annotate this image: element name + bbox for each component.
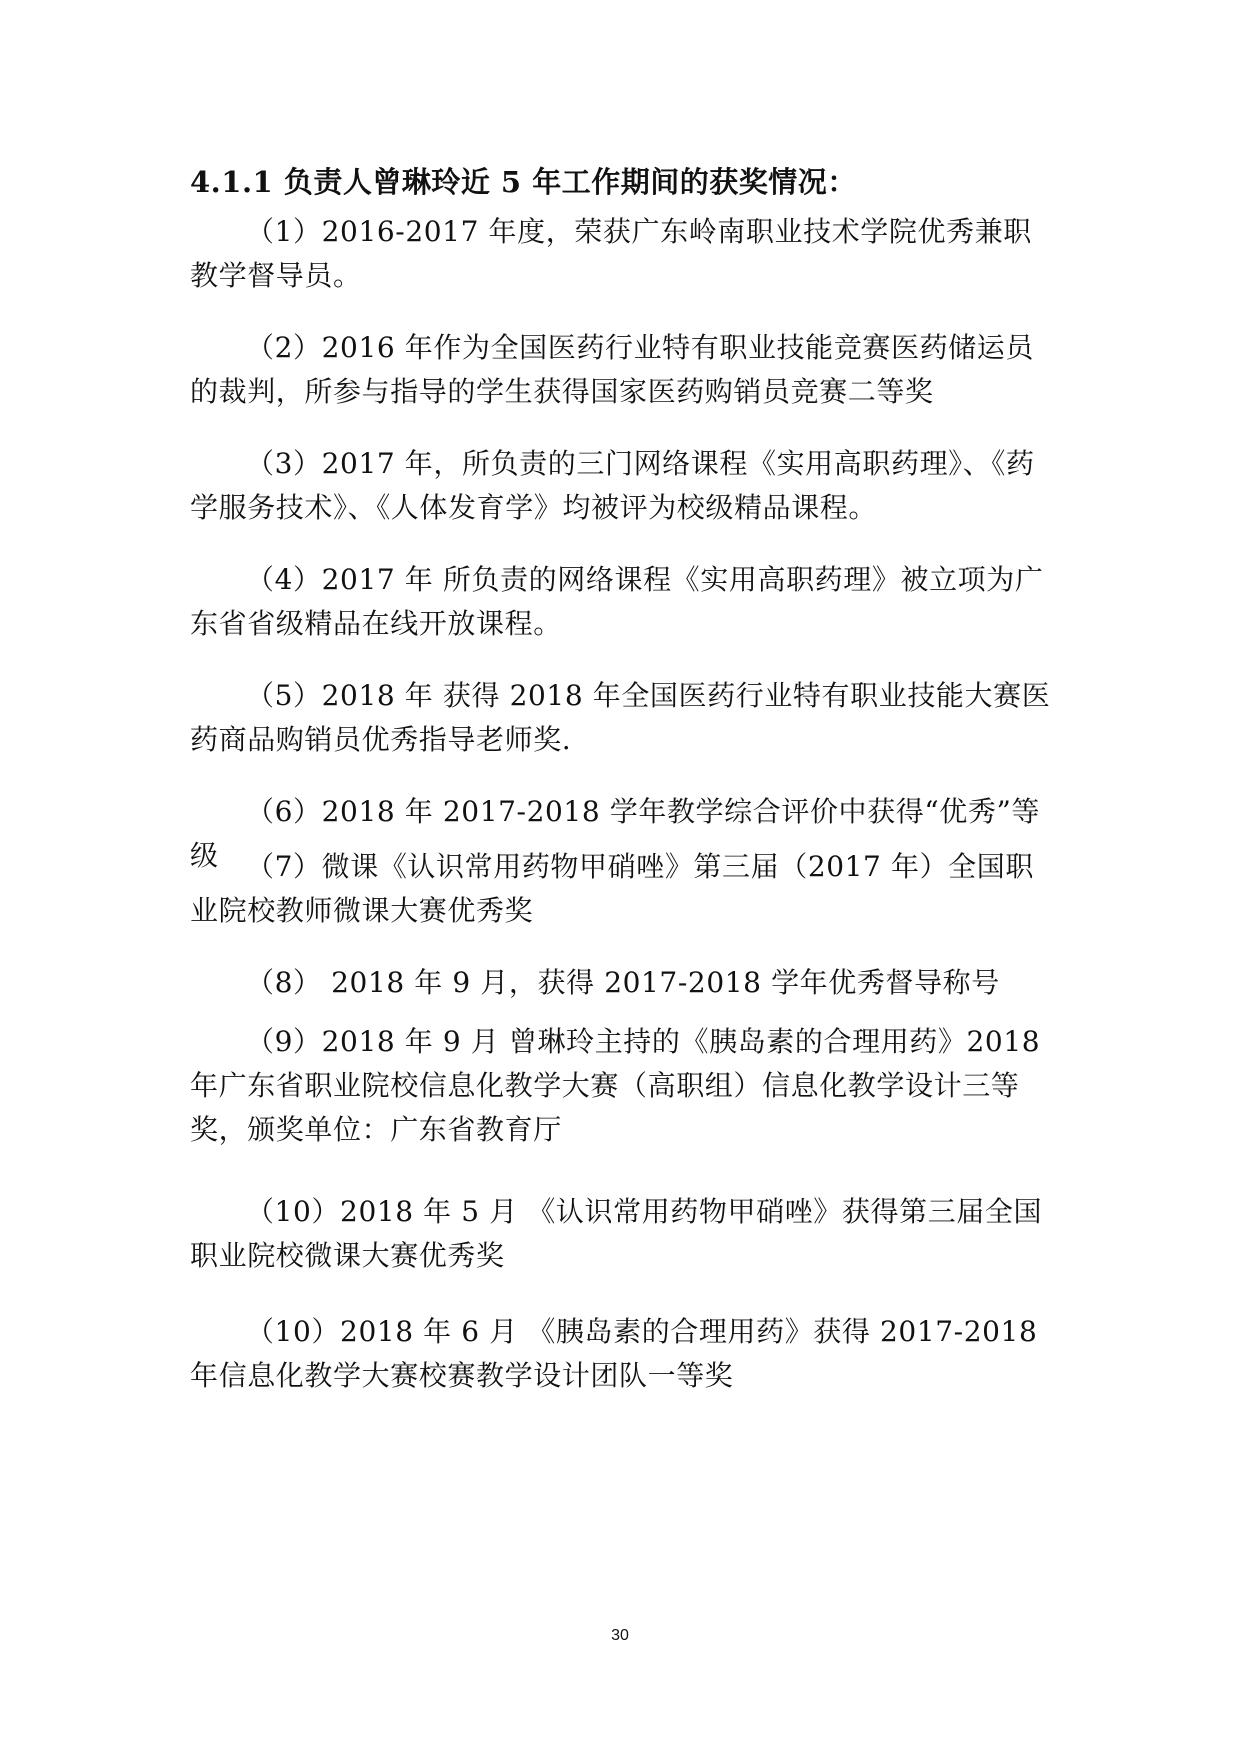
award-item-6: （6）2018 年 2017-2018 学年教学综合评价中获得“优秀”等级 <box>190 795 1040 872</box>
award-item-2: （2）2016 年作为全国医药行业特有职业技能竞赛医药储运员的裁判，所参与指导的学生获得国家医药购销员竞赛二等奖 <box>190 331 1034 408</box>
award-item-8: （8） 2018 年 9 月，获得 2017-2018 学年优秀督导称号 <box>246 966 1000 999</box>
page-number: 30 <box>611 1627 629 1644</box>
award-item-4: （4）2017 年 所负责的网络课程《实用高职药理》被立项为广东省省级精品在线开放课程。 <box>190 563 1044 640</box>
award-item-7: （7）微课《认识常用药物甲硝唑》第三届（2017 年）全国职业院校教师微课大赛优秀奖 <box>190 850 1034 927</box>
award-item-5: （5）2018 年 获得 2018 年全国医药行业特有职业技能大赛医药商品购销员优秀指导老师奖. <box>190 679 1051 756</box>
award-item-9: （9）2018 年 9 月 曾琳玲主持的《胰岛素的合理用药》2018 年广东省职业院校信息化教学大赛（高职组）信息化教学设计三等奖，颁奖单位：广东省教育厅 <box>190 1025 1041 1146</box>
section-heading: 4.1.1 负责人曾琳玲近 5 年工作期间的获奖情况： <box>190 165 857 199</box>
award-item-11: （10）2018 年 6 月 《胰岛素的合理用药》获得 2017-2018 年信息化教学大赛校赛教学设计团队一等奖 <box>190 1315 1038 1392</box>
award-item-3: （3）2017 年，所负责的三门网络课程《实用高职药理》、《药学服务技术》、《人体发育学》均被评为校级精品课程。 <box>190 447 1035 524</box>
award-item-1: （1）2016-2017 年度，荣获广东岭南职业技术学院优秀兼职教学督导员。 <box>190 215 1032 292</box>
award-item-10: （10）2018 年 5 月 《认识常用药物甲硝唑》获得第三届全国职业院校微课大赛优秀奖 <box>190 1195 1043 1272</box>
